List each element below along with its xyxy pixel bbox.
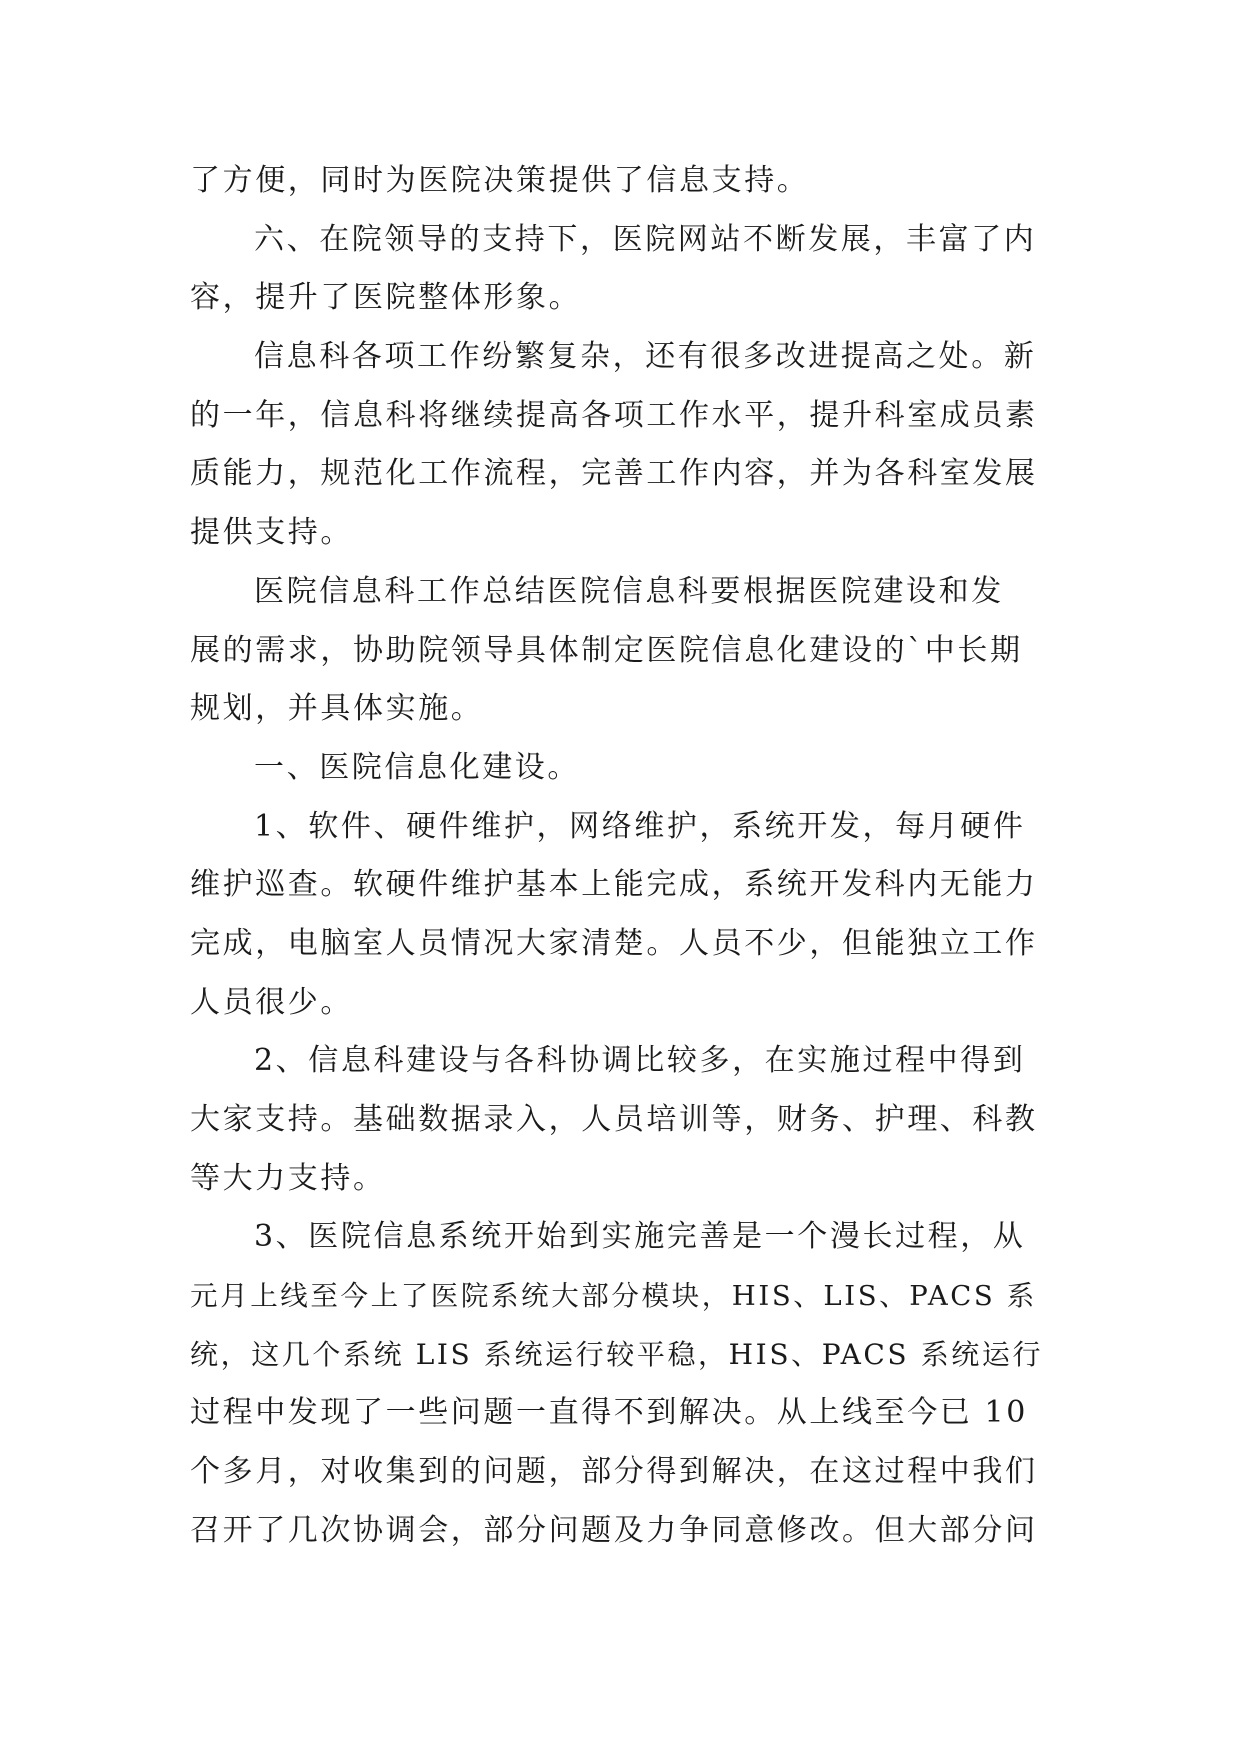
text-line: 的一年，信息科将继续提高各项工作水平，提升科室成员素 [190, 397, 1038, 433]
text-line: 3、医院信息系统开始到实施完善是一个漫长过程，从 [254, 1219, 1026, 1255]
text-line: 元月上线至今上了医院系统大部分模块，HIS、LIS、PACS 系 [190, 1280, 1037, 1313]
text-line: 个多月，对收集到的问题，部分得到解决，在这过程中我们 [190, 1454, 1038, 1490]
text-line: 维护巡查。软硬件维护基本上能完成，系统开发科内无能力 [190, 867, 1038, 903]
text-line: 医院信息科工作总结医院信息科要根据医院建设和发 [254, 573, 1004, 609]
text-line: 大家支持。基础数据录入，人员培训等，财务、护理、科教 [190, 1102, 1038, 1137]
text-line: 容，提升了医院整体形象。 [190, 280, 582, 316]
text-line: 规划，并具体实施。 [190, 691, 484, 727]
document-body [190, 152, 1050, 1561]
text-line: 六、在院领导的支持下，医院网站不断发展，丰富了内 [254, 221, 1037, 257]
text-line: 统，这几个系统 LIS 系统运行较平稳，HIS、PACS 系统运行 [190, 1337, 1044, 1371]
text-line: 2、信息科建设与各科协调比较多，在实施过程中得到 [254, 1043, 1026, 1079]
text-line: 展的需求，协助院领导具体制定医院信息化建设的`中长期 [190, 632, 1023, 668]
text-line: 1、软件、硬件维护，网络维护，系统开发，每月硬件 [254, 808, 1026, 844]
text-line: 过程中发现了一些问题一直得不到解决。从上线至今已 10 [190, 1395, 1028, 1431]
text-line: 质能力，规范化工作流程，完善工作内容，并为各科室发展 [190, 456, 1038, 492]
text-line: 人员很少。 [190, 984, 353, 1020]
text-line: 提供支持。 [190, 515, 353, 551]
text-line: 召开了几次协调会，部分问题及力争同意修改。但大部分问 [190, 1512, 1038, 1548]
text-line: 信息科各项工作纷繁复杂，还有很多改进提高之处。新 [254, 339, 1037, 375]
text-line: 了方便，同时为医院决策提供了信息支持。 [190, 163, 810, 198]
text-line: 等大力支持。 [190, 1160, 386, 1196]
section-heading: 一、医院信息化建设。 [254, 749, 580, 785]
text-line: 完成，电脑室人员情况大家清楚。人员不少，但能独立工作 [190, 925, 1038, 961]
